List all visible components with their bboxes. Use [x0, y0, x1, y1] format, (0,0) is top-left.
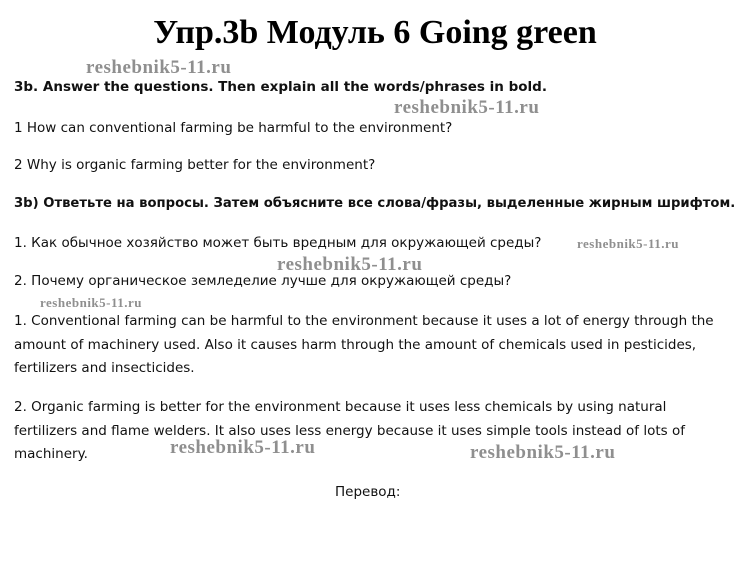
russian-question-1: 1. Как обычное хозяйство может быть вредным для окружающей среды?: [14, 235, 542, 251]
watermark: reshebnik5-11.ru: [577, 236, 680, 251]
answer-1: 1. Conventional farming can be harmful to the environment because it uses a lot of energy through the amount of machinery used. Also it causes harm through the amount of chemicals used in pesticides, fertilizers and insecticides.: [14, 313, 714, 376]
watermark: reshebnik5-11.ru: [470, 442, 616, 463]
watermark: reshebnik5-11.ru: [394, 97, 540, 118]
english-task-heading: 3b. Answer the questions. Then explain all the words/phrases in bold.: [14, 79, 547, 95]
answer-2: 2. Organic farming is better for the environment because it uses less chemicals by using natural fertilizers and flame welders. It also uses less energy because it uses simple tools instead of lots of machinery.: [14, 399, 685, 462]
watermark: reshebnik5-11.ru: [277, 254, 423, 275]
watermark: reshebnik5-11.ru: [40, 295, 143, 310]
watermark: reshebnik5-11.ru: [86, 57, 232, 78]
english-question-1: 1 How can conventional farming be harmful to the environment?: [14, 120, 453, 136]
page-title: Упр.3b Модуль 6 Going green: [153, 14, 597, 51]
russian-question-2: 2. Почему органическое земледелие лучше для окружающей среды?: [14, 273, 512, 289]
translation-label: Перевод:: [335, 484, 401, 500]
watermark: reshebnik5-11.ru: [170, 437, 316, 458]
russian-task-heading: 3b) Ответьте на вопросы. Затем объясните все слова/фразы, выделенные жирным шрифтом.: [14, 196, 736, 211]
english-question-2: 2 Why is organic farming better for the environment?: [14, 157, 376, 173]
